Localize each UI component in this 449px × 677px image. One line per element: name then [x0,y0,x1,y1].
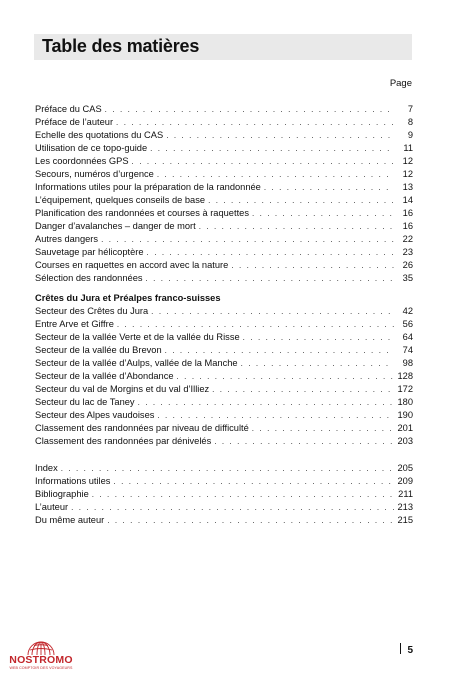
toc-entry-label: Index [35,463,58,473]
toc-entry [35,116,413,129]
toc-entry-label: Secteur de la vallée d’Aulps, vallée de la Manche [35,358,238,368]
toc-entry-label: Préface du CAS [35,104,102,114]
toc-entry-label: Informations utiles pour la préparation de la randonnée [35,182,261,192]
toc-entry-label: Classement des randonnées par dénivelés [35,436,212,446]
toc-entry-label: Sauvetage par hélicoptère [35,247,144,257]
watermark-logo [4,638,78,672]
toc-entry [35,272,413,285]
toc-entry-page: 203 [397,436,413,446]
toc-entry [35,207,413,220]
logo-brand: NOSTROMO [9,654,73,666]
toc-entry [35,194,413,207]
toc-entry-page: 11 [403,143,413,153]
logo-tagline: WEB COMPTOIR DES VOYAGEURS [9,666,73,670]
toc-entry [35,383,413,396]
toc-entry [35,220,413,233]
dot-leader [147,246,394,259]
toc-entry-label: Autres dangers [35,234,99,244]
toc-entry [35,370,413,383]
dot-leader [107,514,394,527]
toc-entry-label: Bibliographie [35,489,89,499]
toc-entry [35,422,413,435]
toc-entry [35,246,413,259]
dot-leader [146,272,394,285]
toc-entry-label: Courses en raquettes en accord avec la nature [35,260,229,270]
toc-entry-page: 213 [397,502,413,512]
toc-entry [35,259,413,272]
toc-group-sectors [35,305,413,448]
dot-leader [101,233,394,246]
dot-leader [252,422,394,435]
dot-leader [243,331,394,344]
dot-leader [116,116,394,129]
dot-leader [208,194,394,207]
toc-entry-page: 74 [402,345,413,355]
dot-leader [166,129,394,142]
toc-entry [35,357,413,370]
toc-entry-page: 16 [402,221,413,231]
dot-leader [214,435,394,448]
dot-leader [150,142,394,155]
toc-entry-label: Sélection des randonnées [35,273,143,283]
toc-entry [35,501,413,514]
dot-leader [157,409,394,422]
toc-entry-label: L’équipement, quelques conseils de base [35,195,206,205]
toc-entry-page: 190 [397,410,413,420]
toc-entry-page: 201 [397,423,413,433]
toc-entry-label: Planification des randonnées et courses à raquettes [35,208,249,218]
toc-entry-label: Secteur du val de Morgins et du val d’Illiez [35,384,210,394]
toc-entry [35,331,413,344]
dot-leader [117,318,394,331]
folio-rule [400,643,402,654]
toc-entry-label: Secteur de la vallée du Brevon [35,345,162,355]
toc-entry [35,409,413,422]
toc-entry-page: 9 [407,130,413,140]
toc-entry [35,168,413,181]
toc-entry-page: 14 [402,195,413,205]
dot-leader [92,488,394,501]
toc-entry-page: 8 [407,117,413,127]
toc-entry-label: Classement des randonnées par niveau de difficulté [35,423,249,433]
toc-entry-page: 23 [402,247,413,257]
dot-leader [71,501,394,514]
dot-leader [165,344,394,357]
toc-entry [35,305,413,318]
toc-entry-label: Secteur des Crêtes du Jura [35,306,149,316]
toc-group-intro [35,103,413,285]
title-banner [34,34,412,60]
toc-entry [35,142,413,155]
dot-leader [252,207,394,220]
toc-entry-page: 172 [397,384,413,394]
toc-entry-label: Secteur des Alpes vaudoises [35,410,155,420]
toc-entry-page: 56 [402,319,413,329]
toc-entry-page: 64 [402,332,413,342]
page-title: Table des matières [42,36,200,56]
dot-leader [241,357,394,370]
toc-entry-page: 35 [402,273,413,283]
page-column-label: Page [389,78,412,89]
toc-entry [35,181,413,194]
toc-entry [35,344,413,357]
dot-leader [151,305,394,318]
toc-entry-label: Entre Arve et Giffre [35,319,114,329]
toc-entry [35,129,413,142]
toc-entry-label: Préface de l’auteur [35,117,114,127]
toc-entry-label: L’auteur [35,502,69,512]
toc-entry-label: Danger d’avalanches – danger de mort [35,221,196,231]
toc-entry [35,475,413,488]
toc-entry [35,462,413,475]
toc-entry [35,103,413,116]
section-heading: Crêtes du Jura et Préalpes franco-suisses [35,293,221,303]
toc-entry-label: Secours, numéros d’urgence [35,169,154,179]
toc-entry-page: 180 [397,397,413,407]
dot-leader [138,396,394,409]
dot-leader [264,181,394,194]
toc-entry-page: 12 [402,156,413,166]
toc-entry-page: 22 [402,234,413,244]
toc-entry [35,514,413,527]
toc-entry [35,233,413,246]
dot-leader [61,462,394,475]
toc-entry-label: Secteur de la vallée d’Abondance [35,371,174,381]
toc-entry-page: 128 [397,371,413,381]
toc-entry-label: Du même auteur [35,515,105,525]
dot-leader [177,370,394,383]
toc-entry-label: Les coordonnées GPS [35,156,129,166]
toc-entry-page: 205 [397,463,413,473]
toc-entry-page: 42 [402,306,413,316]
toc-entry-page: 13 [402,182,413,192]
page-number-value: 5 [407,645,413,656]
toc-entry-label: Echelle des quotations du CAS [35,130,164,140]
toc-entry-page: 26 [402,260,413,270]
toc-entry-page: 16 [402,208,413,218]
page-number [400,643,413,656]
toc-entry-page: 215 [397,515,413,525]
toc-entry-page: 7 [407,104,413,114]
dot-leader [212,383,394,396]
dot-leader [113,475,394,488]
toc-entry-page: 12 [402,169,413,179]
toc-entry [35,318,413,331]
toc-entry-label: Informations utiles [35,476,111,486]
toc-entry [35,155,413,168]
toc-entry-page: 209 [397,476,413,486]
dot-leader [199,220,394,233]
dot-leader [132,155,394,168]
toc-entry [35,396,413,409]
dot-leader [231,259,394,272]
toc-entry [35,488,413,501]
toc-entry-page: 211 [398,489,413,499]
dot-leader [157,168,394,181]
toc-entry-page: 98 [402,358,413,368]
toc-entry [35,435,413,448]
toc-entry-label: Secteur du lac de Taney [35,397,135,407]
toc-entry-label: Secteur de la vallée Verte et de la vallée du Risse [35,332,240,342]
dot-leader [105,103,394,116]
toc-entry-label: Utilisation de ce topo-guide [35,143,148,153]
toc-group-appendix [35,462,413,527]
